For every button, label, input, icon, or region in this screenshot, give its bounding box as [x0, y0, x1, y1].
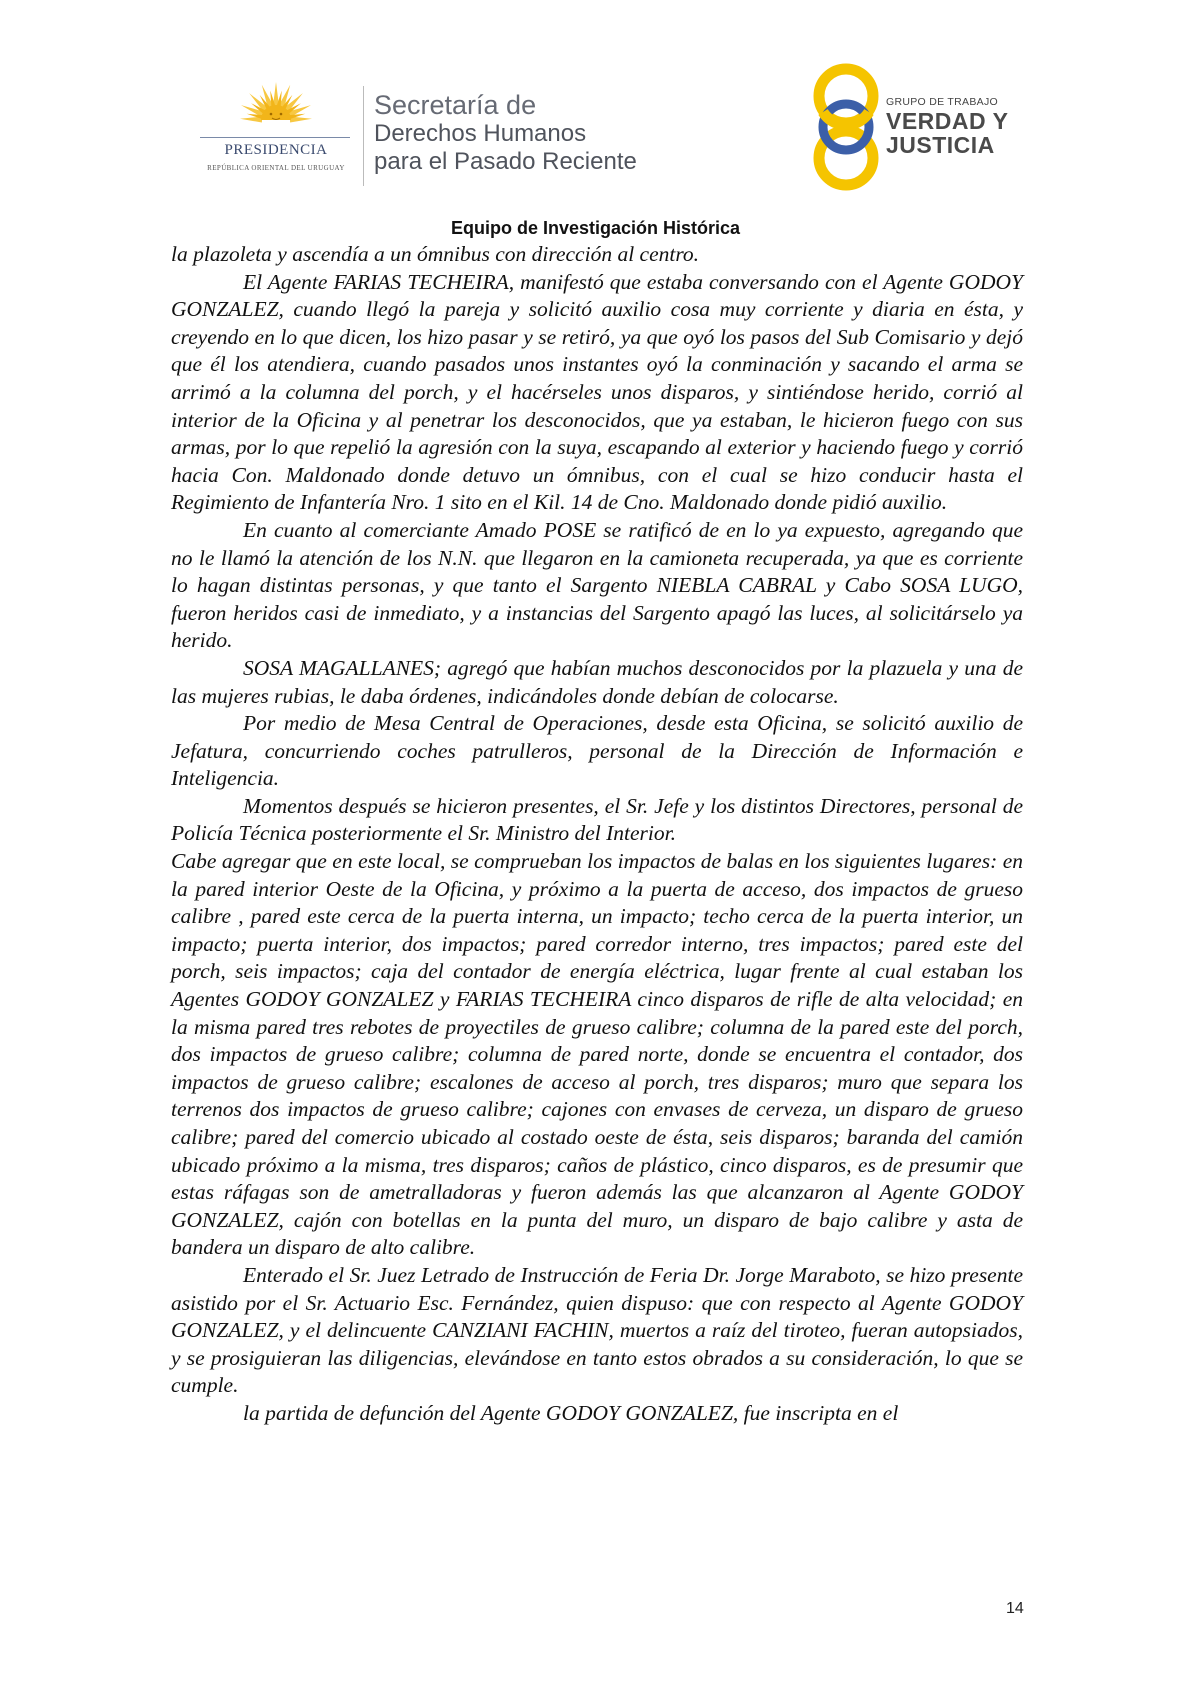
- header-divider: [363, 86, 364, 186]
- secretaria-logo-text: [374, 90, 637, 176]
- paragraph: Momentos después se hicieron presentes, el Sr. Jefe y los distintos Directores, personal de Policía Técnica posteriormente el Sr. Ministro del Interior.: [171, 793, 1023, 846]
- paragraph: Cabe agregar que en este local, se comprueban los impactos de balas en los siguientes lugares: en la pared interior Oeste de la Oficina, y próximo a la puerta de acceso, dos impactos de grueso calibre , pared este cerca de la puerta interna, un impacto; techo cerca de la puerta interior, un impacto; puerta interior, dos impactos; pared corredor interno, tres impactos; pared este del porch, seis impactos; caja del contador de energía eléctrica, lugar frente al cual estaban los Agentes GODOY GONZALEZ y FARIAS TECHEIRA cinco disparos de rifle de alta velocidad; en la misma pared tres rebotes de proyectiles de grueso calibre; columna de la pared este del porch, dos impactos de grueso calibre; columna de pared norte, donde se encuentra el contador, dos impactos de grueso calibre; escalones de acceso al porch, tres disparos; muro que separa los terrenos dos impactos de grueso calibre; cajones con envases de cerveza, un disparo de grueso calibre; pared del comercio ubicado al costado oeste de ésta, seis disparos; baranda del camión ubicado próximo a la misma, tres disparos; caños de plástico, cinco disparos, es de presumir que estas ráfagas son de ametralladoras y fueron además las que alcanzaron al Agente GODOY GONZALEZ, cajón con botellas en la punta del muro, un disparo de bajo calibre y asta de bandera un disparo de alto calibre.: [171, 849, 1023, 1260]
- paragraph: El Agente FARIAS TECHEIRA, manifestó que estaba conversando con el Agente GODOY GONZALEZ, cuando llegó la pareja y solicitó auxilio cosa muy corriente y diaria en ésta, y creyendo en lo que dicen, los hizo pasar y se retiró, ya que oyó los pasos del Sub Comisario y dejó que él los atendiera, cuando pasados unos instantes oyó la conminación y sacando el arma se arrimó a la columna del porch, y el hacérseles unos disparos, y sintiéndose herido, corrió al interior de la Oficina y al penetrar los desconocidos, que ya estaban, le hicieron fuego con sus armas, por lo que repelió la agresión con la suya, escapando al exterior y haciendo fuego y corrió hacia Con. Maldonado donde detuvo un ómnibus, con el cual se hizo conducir hasta el Regimiento de Infantería Nro. 1 sito en el Kil. 14 de Cno. Maldonado donde pidió auxilio.: [171, 269, 1023, 515]
- document-body: [171, 241, 1023, 1428]
- gtvj-line-1: GRUPO DE TRABAJO: [886, 96, 998, 108]
- interlinked-rings-logo-icon: [806, 62, 886, 192]
- document-header: [0, 0, 1191, 238]
- paragraph: Enterado el Sr. Juez Letrado de Instrucción de Feria Dr. Jorge Maraboto, se hizo presente asistido por el Sr. Actuario Esc. Fernández, quien dispuso: que con respecto al Agente GODOY GONZALEZ, y el delincuente CANZIANI FACHIN, muertos a raíz del tiroteo, fueran autopsiados, y se prosiguieran las diligencias, elevándose en tanto estos obrados a su consideración, lo que se cumple.: [171, 1262, 1023, 1398]
- presidencia-logo: [196, 80, 356, 190]
- presidencia-divider: [200, 137, 350, 138]
- gtvj-line-2: VERDAD Y: [886, 108, 1009, 134]
- page-number: 14: [1006, 1600, 1024, 1617]
- paragraph: SOSA MAGALLANES; agregó que habían muchos desconocidos por la plazuela y una de las mujeres rubias, le daba órdenes, indicándoles donde debían de colocarse.: [171, 655, 1023, 708]
- presidencia-subtitle: REPÚBLICA ORIENTAL DEL URUGUAY: [207, 164, 345, 172]
- gtvj-line-3: JUSTICIA: [886, 132, 995, 158]
- secretaria-line-2: Derechos Humanos: [374, 120, 587, 147]
- verdad-justicia-logo: [806, 62, 1036, 192]
- secretaria-line-3: para el Pasado Reciente: [374, 148, 637, 175]
- team-title: Equipo de Investigación Histórica: [450, 218, 741, 238]
- paragraph: Por medio de Mesa Central de Operaciones, desde esta Oficina, se solicitó auxilio de Jefatura, concurriendo coches patrulleros, personal de la Dirección de Información e Inteligencia.: [171, 711, 1023, 791]
- paragraph: En cuanto al comerciante Amado POSE se ratificó de en lo ya expuesto, agregando que no le llamó la atención de los N.N. que llegaron en la camioneta recuperada, ya que es corriente lo hagan distintas personas, y que tanto el Sargento NIEBLA CABRAL y Cabo SOSA LUGO, fueron heridos casi de inmediato, y a instancias del Sargento apagó las luces, al solicitárselo ya herido.: [171, 517, 1023, 653]
- presidencia-title: PRESIDENCIA: [224, 142, 328, 158]
- secretaria-line-1: Secretaría de: [374, 90, 537, 120]
- uruguay-sun-emblem-icon: [236, 80, 316, 138]
- paragraph: la plazoleta y ascendía a un ómnibus con dirección al centro.: [171, 242, 700, 266]
- paragraph: la partida de defunción del Agente GODOY GONZALEZ, fue inscripta en el: [243, 1400, 899, 1425]
